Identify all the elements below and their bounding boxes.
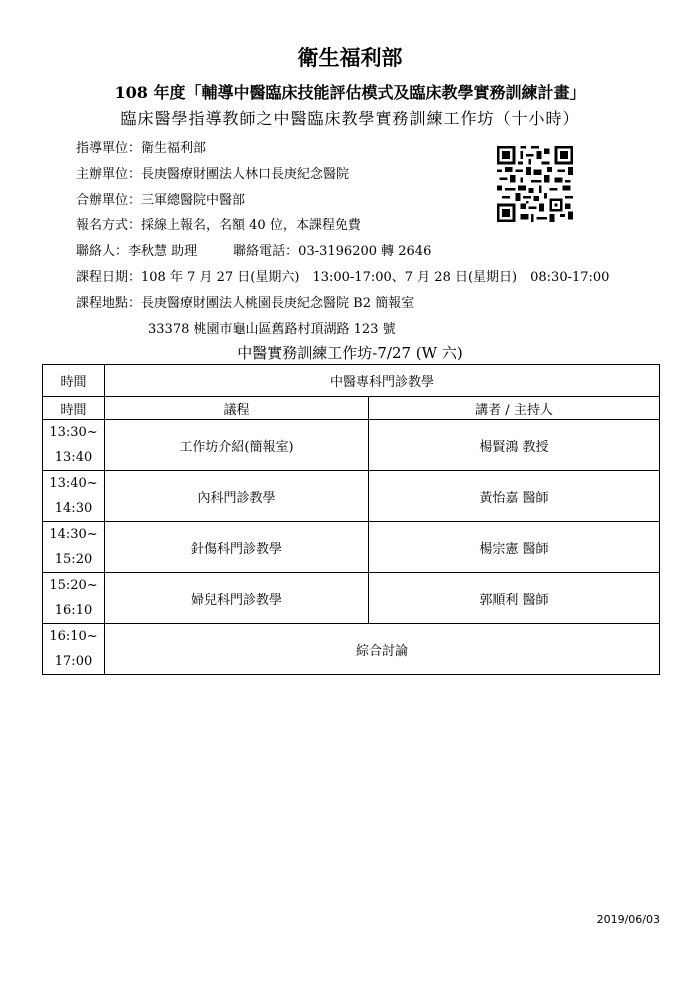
time-end: 14:30 <box>54 501 93 516</box>
contact-value: 李秋慧 助理 <box>128 244 198 259</box>
venue-label: 課程地點： <box>76 296 142 311</box>
cohost-unit <box>76 189 245 208</box>
signup-method <box>76 214 361 233</box>
header-time-cell: 時間 <box>43 365 105 397</box>
phone-label: 聯絡電話： <box>233 244 299 259</box>
speaker-cell: 楊賢鴻 教授 <box>369 420 660 471</box>
signup-label: 報名方式： <box>76 218 142 233</box>
schedule-table <box>42 364 660 675</box>
header-theme-cell: 中醫專科門診教學 <box>105 365 660 397</box>
host-unit <box>76 163 349 182</box>
workshop-title: 臨床醫學指導教師之中醫臨床教學實務訓練工作坊（十小時） <box>120 109 580 128</box>
topic-cell: 婦兒科門診教學 <box>105 573 369 624</box>
subheader-topic-cell: 議程 <box>105 397 369 420</box>
document-date: 2019/06/03 <box>596 913 660 926</box>
topic-cell: 針傷科門診教學 <box>105 522 369 573</box>
time-cell <box>43 522 105 573</box>
venue-address: 33378 桃園市龜山區舊路村頂湖路 123 號 <box>148 322 396 337</box>
table-subheader-row <box>43 397 660 420</box>
contact-info <box>76 240 431 259</box>
table-row-discussion <box>43 624 660 675</box>
time-cell <box>43 624 105 675</box>
table-row <box>43 471 660 522</box>
speaker-cell: 楊宗憲 醫師 <box>369 522 660 573</box>
course-dates <box>76 266 609 285</box>
phone-value: 03-3196200 轉 2646 <box>298 244 432 259</box>
project-title: 108 年度「輔導中醫臨床技能評估模式及臨床教學實務訓練計畫」 <box>114 83 586 102</box>
cohost-label: 合辦單位： <box>76 193 142 208</box>
time-cell <box>43 420 105 471</box>
table-row <box>43 573 660 624</box>
time-start: 13:40~ <box>49 476 98 491</box>
table-row <box>43 522 660 573</box>
document-title: 衛生福利部 <box>297 45 403 70</box>
table-row <box>43 420 660 471</box>
guide-value: 衛生福利部 <box>141 141 207 156</box>
time-start: 14:30~ <box>49 527 98 542</box>
time-cell <box>43 573 105 624</box>
time-cell <box>43 471 105 522</box>
contact-label: 聯絡人： <box>76 244 129 259</box>
signup-value: 採線上報名，名額 40 位，本課程免費 <box>141 218 361 233</box>
host-label: 主辦單位： <box>76 167 142 182</box>
dates-label: 課程日期： <box>76 270 142 285</box>
time-end: 15:20 <box>54 552 93 567</box>
time-end: 17:00 <box>54 654 93 669</box>
time-start: 13:30~ <box>49 425 98 440</box>
guide-unit <box>76 137 206 156</box>
guide-label: 指導單位： <box>76 141 142 156</box>
venue-value: 長庚醫療財團法人桃園長庚紀念醫院 B2 簡報室 <box>141 296 415 311</box>
time-end: 13:40 <box>54 450 93 465</box>
host-value: 長庚醫療財團法人林口長庚紀念醫院 <box>141 167 350 182</box>
speaker-cell: 郭順利 醫師 <box>369 573 660 624</box>
subheader-speaker-cell: 講者 / 主持人 <box>369 397 660 420</box>
session-title: 中醫實務訓練工作坊-7/27 (W 六) <box>237 344 463 362</box>
topic-cell: 內科門診教學 <box>105 471 369 522</box>
cohost-value: 三軍總醫院中醫部 <box>141 193 246 208</box>
qr-code-icon <box>497 146 573 222</box>
table-header-row <box>43 365 660 397</box>
speaker-cell: 黃怡嘉 醫師 <box>369 471 660 522</box>
dates-value: 108 年 7 月 27 日(星期六) 13:00-17:00、7 月 28 日(星期日) 08:30-17:00 <box>141 270 610 285</box>
discussion-cell: 綜合討論 <box>105 624 660 675</box>
course-venue <box>76 292 414 311</box>
time-start: 16:10~ <box>49 629 98 644</box>
topic-cell: 工作坊介紹(簡報室) <box>105 420 369 471</box>
subheader-time-cell: 時間 <box>43 397 105 420</box>
time-start: 15:20~ <box>49 578 98 593</box>
time-end: 16:10 <box>54 603 93 618</box>
